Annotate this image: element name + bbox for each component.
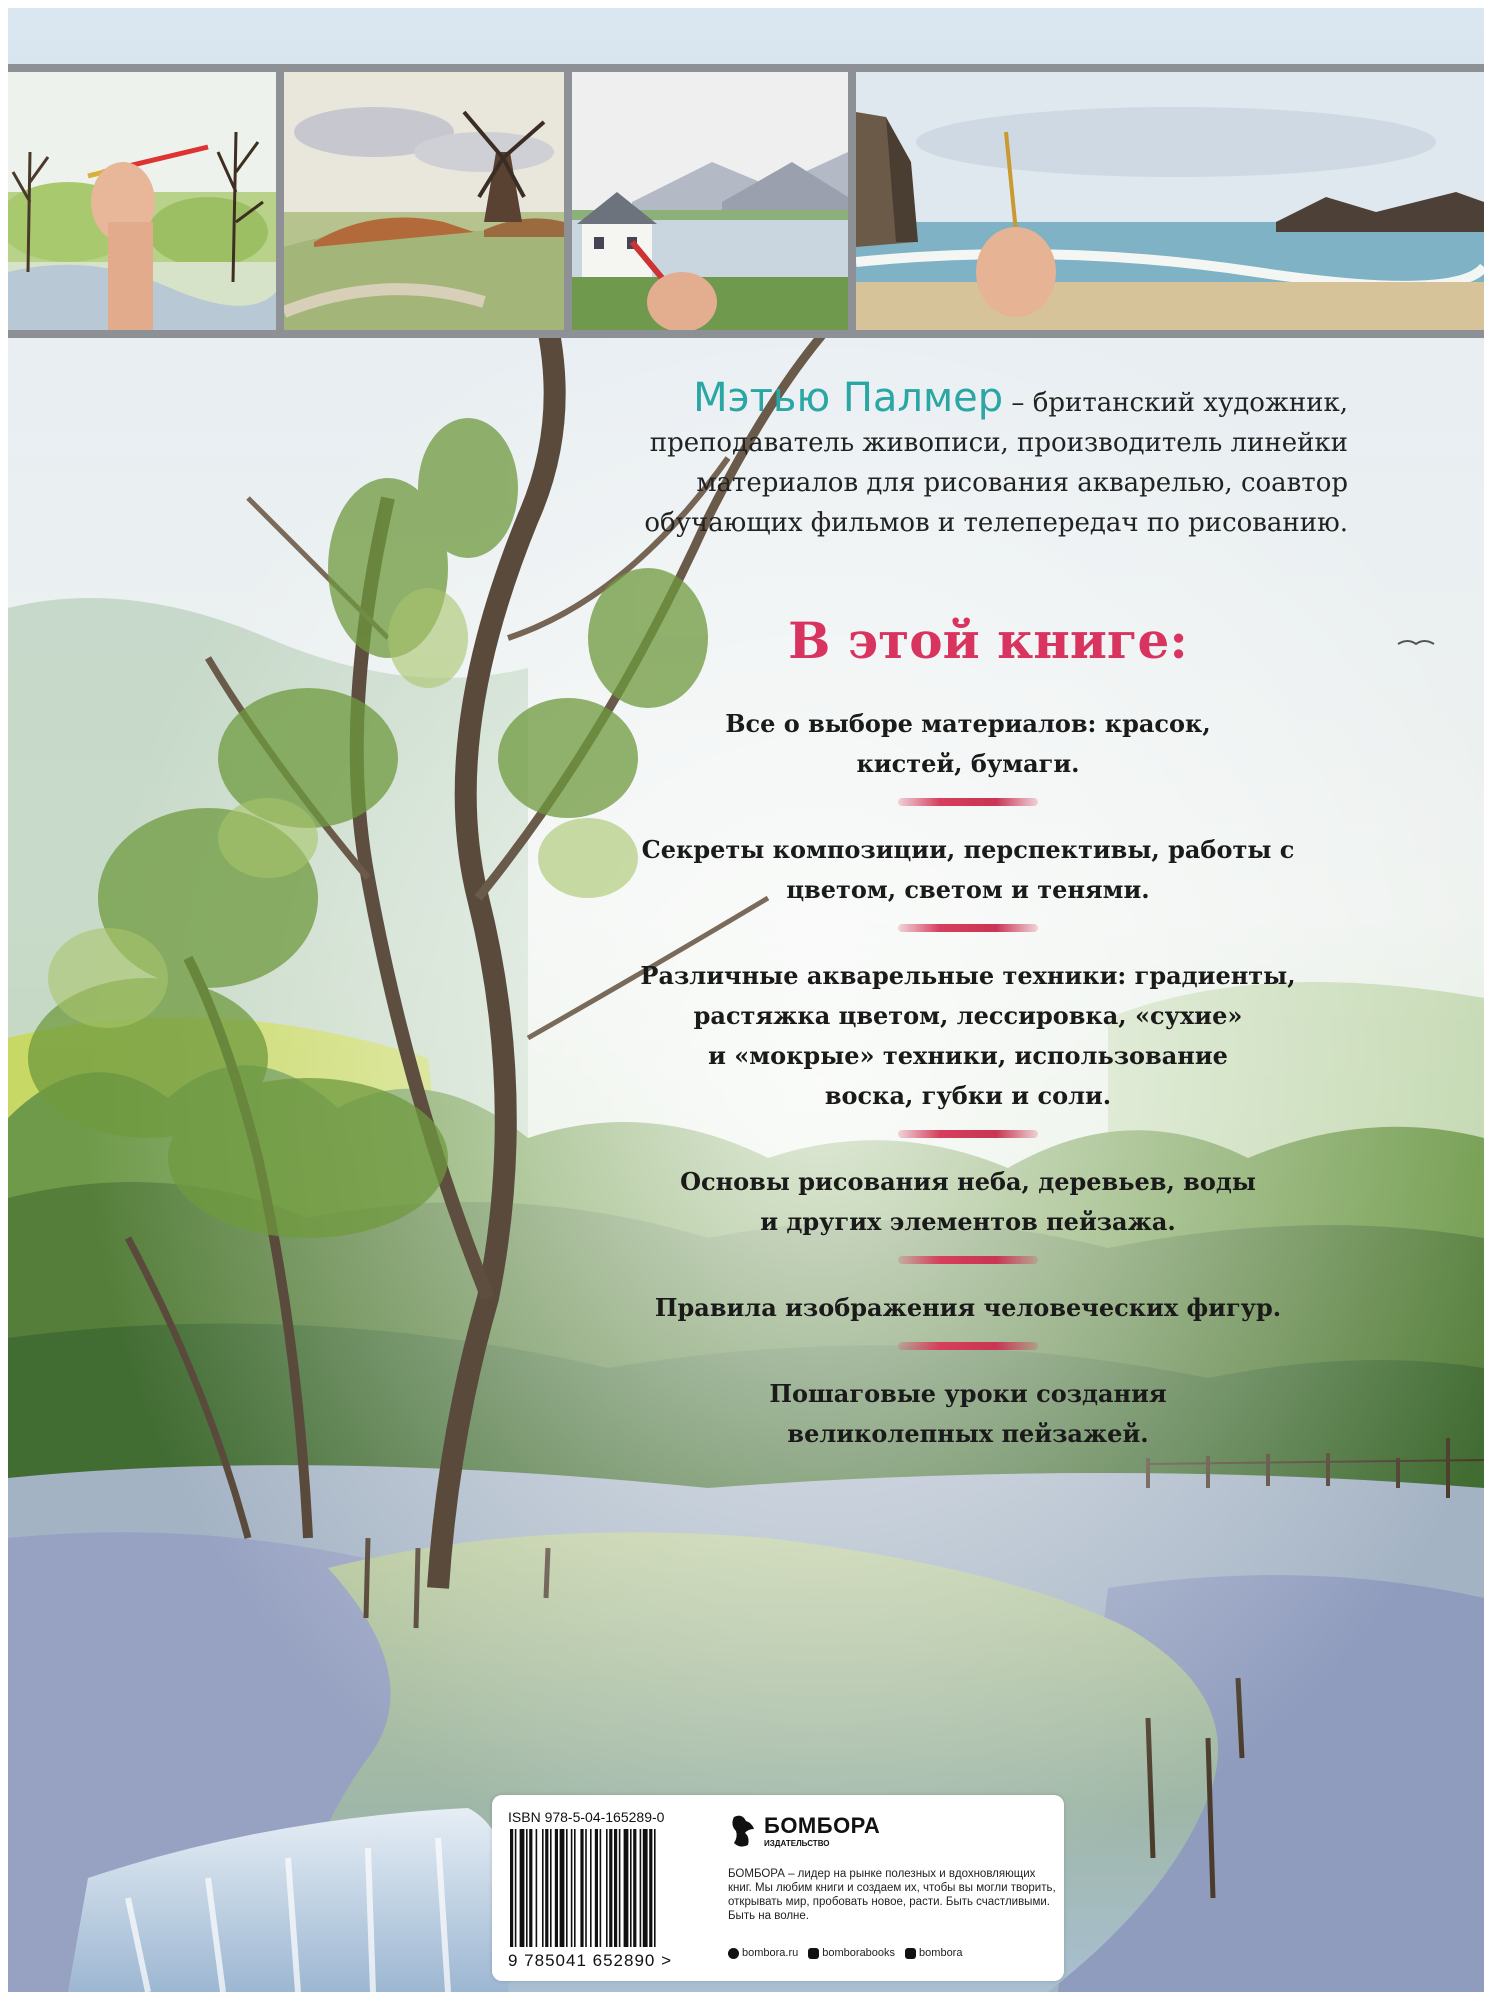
feature-line: цветом, светом и тенями. [786, 875, 1150, 904]
barcode-bar [529, 1829, 532, 1947]
barcode-bar [550, 1829, 552, 1947]
divider-stroke [898, 1130, 1038, 1138]
site-text: bombora.ru [742, 1947, 799, 1959]
barcode-bar [580, 1829, 583, 1947]
description-block [568, 375, 1368, 1454]
book-back-cover [8, 8, 1484, 1992]
barcode-bar [585, 1829, 587, 1947]
vk-icon [808, 1948, 819, 1959]
barcode [508, 1829, 708, 1947]
book-contents-heading: В этой книге: [788, 611, 1188, 670]
feature-line: растяжка цветом, лессировка, «сухие» [693, 1001, 1243, 1030]
isbn-text: ISBN 978-5-04-165289-0 [508, 1809, 665, 1825]
barcode-bar [595, 1829, 598, 1947]
feature-line: кистей, бумаги. [856, 749, 1080, 778]
feature-line: воска, губки и соли. [824, 1081, 1112, 1110]
barcode-bar [606, 1829, 608, 1947]
feature-item [608, 1374, 1328, 1454]
publisher-name: БОМБОРА [764, 1813, 881, 1838]
barcode-bar [515, 1829, 517, 1947]
thumbnail-windmill-painting [284, 72, 564, 330]
barcode-bar [624, 1829, 629, 1947]
publisher-logo [728, 1813, 888, 1853]
author-bio [628, 375, 1348, 543]
feature-line: и «мокрые» техники, использование [708, 1041, 1228, 1070]
bio-line: преподаватель живописи, производитель линейки [649, 428, 1348, 458]
vk-link[interactable] [808, 1947, 895, 1959]
barcode-bar [600, 1829, 602, 1947]
barcode-bar [654, 1829, 656, 1947]
vk-text: bomborabooks [822, 1947, 896, 1959]
barcode-bar [555, 1829, 558, 1947]
barcode-digits: 9 785041 652890 > [508, 1951, 673, 1970]
feature-line: Различные акварельные техники: градиенты, [640, 961, 1296, 990]
feature-item [608, 830, 1328, 910]
tg-text: bombora [919, 1947, 963, 1959]
author-name: Мэтью Палмер [693, 375, 1004, 421]
barcode-bar [545, 1829, 548, 1947]
barcode-bar [640, 1829, 642, 1947]
barcode-bar [526, 1829, 528, 1947]
telegram-link[interactable] [905, 1947, 962, 1959]
feature-item [608, 956, 1328, 1116]
barcode-bar [520, 1829, 525, 1947]
bio-line: – британский художник, [1003, 388, 1348, 418]
site-link[interactable] [728, 1947, 798, 1959]
feature-line: великолепных пейзажей. [787, 1419, 1149, 1448]
thumbnail-trees-painting [8, 72, 276, 330]
publisher-socials [728, 1947, 1058, 1959]
barcode-bar [574, 1829, 576, 1947]
divider-stroke [898, 798, 1038, 806]
bio-line: материалов для рисования акварелью, соавтор [696, 468, 1348, 498]
barcode-bar [609, 1829, 612, 1947]
feature-item [608, 1288, 1328, 1328]
thumbnail-seascape-painting [856, 72, 1484, 330]
barcode-box [492, 1795, 1064, 1981]
feature-line: Все о выборе материалов: красок, [725, 709, 1211, 738]
barcode-bar [571, 1829, 573, 1947]
barcode-bar [590, 1829, 592, 1947]
barcode-bar [560, 1829, 565, 1947]
barcode-bar [542, 1829, 544, 1947]
features-list [568, 704, 1368, 1454]
barcode-bar [630, 1829, 632, 1947]
barcode-bar [614, 1829, 617, 1947]
barcode-bar [619, 1829, 621, 1947]
barcode-bar [643, 1829, 648, 1947]
publisher-description: БОМБОРА – лидер на рынке полезных и вдохновляющих книг. Мы любим книги и создаем их, чтобы вы могли творить, открывать мир, пробовать новое, расти. Быть счастливыми. Быть на волне. [728, 1868, 1056, 1922]
feature-line: и других элементов пейзажа. [760, 1207, 1176, 1236]
feature-line: Правила изображения человеческих фигур. [654, 1293, 1282, 1322]
publisher-subtitle: ИЗДАТЕЛЬСТВО [764, 1839, 830, 1848]
divider-stroke [898, 924, 1038, 932]
barcode-bar [633, 1829, 636, 1947]
barcode-bar [536, 1829, 538, 1947]
thumbnail-cottage-painting [572, 72, 848, 330]
feature-item [608, 704, 1328, 784]
telegram-icon [905, 1948, 916, 1959]
barcode-bar [649, 1829, 652, 1947]
feature-line: Основы рисования неба, деревьев, воды [680, 1167, 1256, 1196]
feature-line: Пошаговые уроки создания [769, 1379, 1167, 1408]
web-icon [728, 1948, 739, 1959]
divider-stroke [898, 1256, 1038, 1264]
thumbnail-band [8, 64, 1484, 338]
feature-item [608, 1162, 1328, 1242]
barcode-bar [510, 1829, 513, 1947]
feature-line: Секреты композиции, перспективы, работы с [641, 835, 1295, 864]
top-strip [8, 8, 1484, 338]
barcode-bar [566, 1829, 568, 1947]
bio-line: обучающих фильмов и телепередач по рисованию. [644, 508, 1348, 538]
divider-stroke [898, 1342, 1038, 1350]
bombora-bird-icon [728, 1813, 758, 1851]
